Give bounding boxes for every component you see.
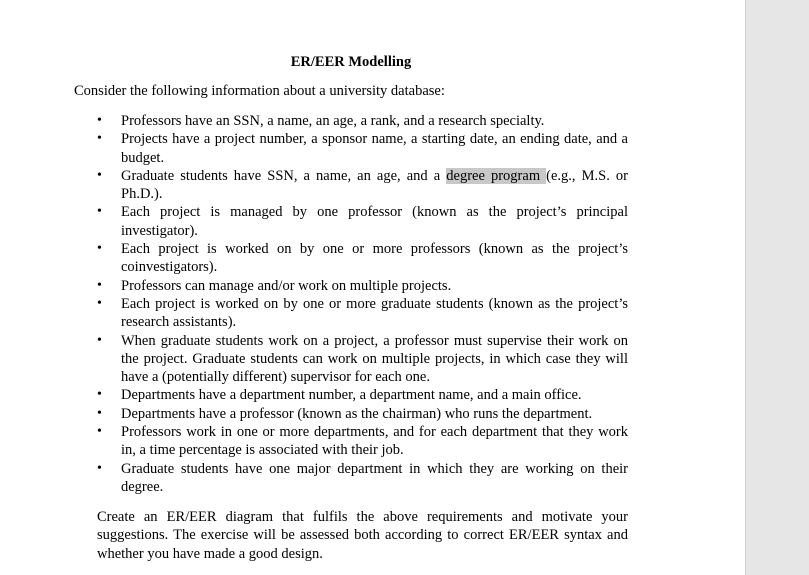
list-item-text: When graduate students work on a project, a professor must supervise their work on the project. Graduate students can work on multiple projects, in which case they will have a (potentially different) supervisor for each one. [121,332,628,386]
list-item [0,386,628,404]
closing-paragraph: Create an ER/EER diagram that fulfils the above requirements and motivate your suggestions. The exercise will be assessed both according to correct ER/EER syntax and whether you have made a good design. [97,509,628,562]
list-item-text: Professors work in one or more departments, and for each department that they work in, a time percentage is associated with their job. [121,424,628,459]
list-item-text: Projects have a project number, a sponsor name, a starting date, an ending date, and a budget. [121,131,628,166]
highlighted-selection[interactable]: degree program [446,167,547,184]
list-item-text: Each project is worked on by one or more professors (known as the project’s coinvestigators). [121,241,628,276]
list-item [0,203,628,240]
list-item-text: Professors can manage and/or work on multiple projects. [121,277,452,294]
list-item-text-before: Graduate students have SSN, a name, an age, and a [121,167,447,184]
list-item-text: Professors have an SSN, a name, an age, a rank, and a research specialty. [121,113,545,129]
list-item-text-after: (e.g., M.S. or Ph.D.). [121,167,628,203]
list-item-text: Each project is managed by one professor (known as the project’s principal investigator). [121,204,628,239]
document-title: ER/EER Modelling [290,54,412,70]
list-item-text: Departments have a department number, a department name, and a main office. [121,387,582,404]
requirements-list [0,112,745,496]
list-item [0,240,628,277]
list-item [0,130,628,167]
list-item [0,112,628,130]
list-item [0,332,628,387]
window-background-gutter [745,0,809,575]
intro-paragraph: Consider the following information about a university database: [74,83,445,99]
list-item [0,277,628,295]
list-item-text: Departments have a professor (known as the chairman) who runs the department. [121,405,593,422]
list-item-text: Graduate students have one major department in which they are working on their degree. [121,460,628,495]
list-item [0,423,628,460]
list-item [0,405,628,423]
list-item [0,295,628,332]
list-item [0,167,628,204]
list-item [0,460,628,497]
list-item-text: Each project is worked on by one or more graduate students (known as the project’s research assistants). [121,295,628,331]
